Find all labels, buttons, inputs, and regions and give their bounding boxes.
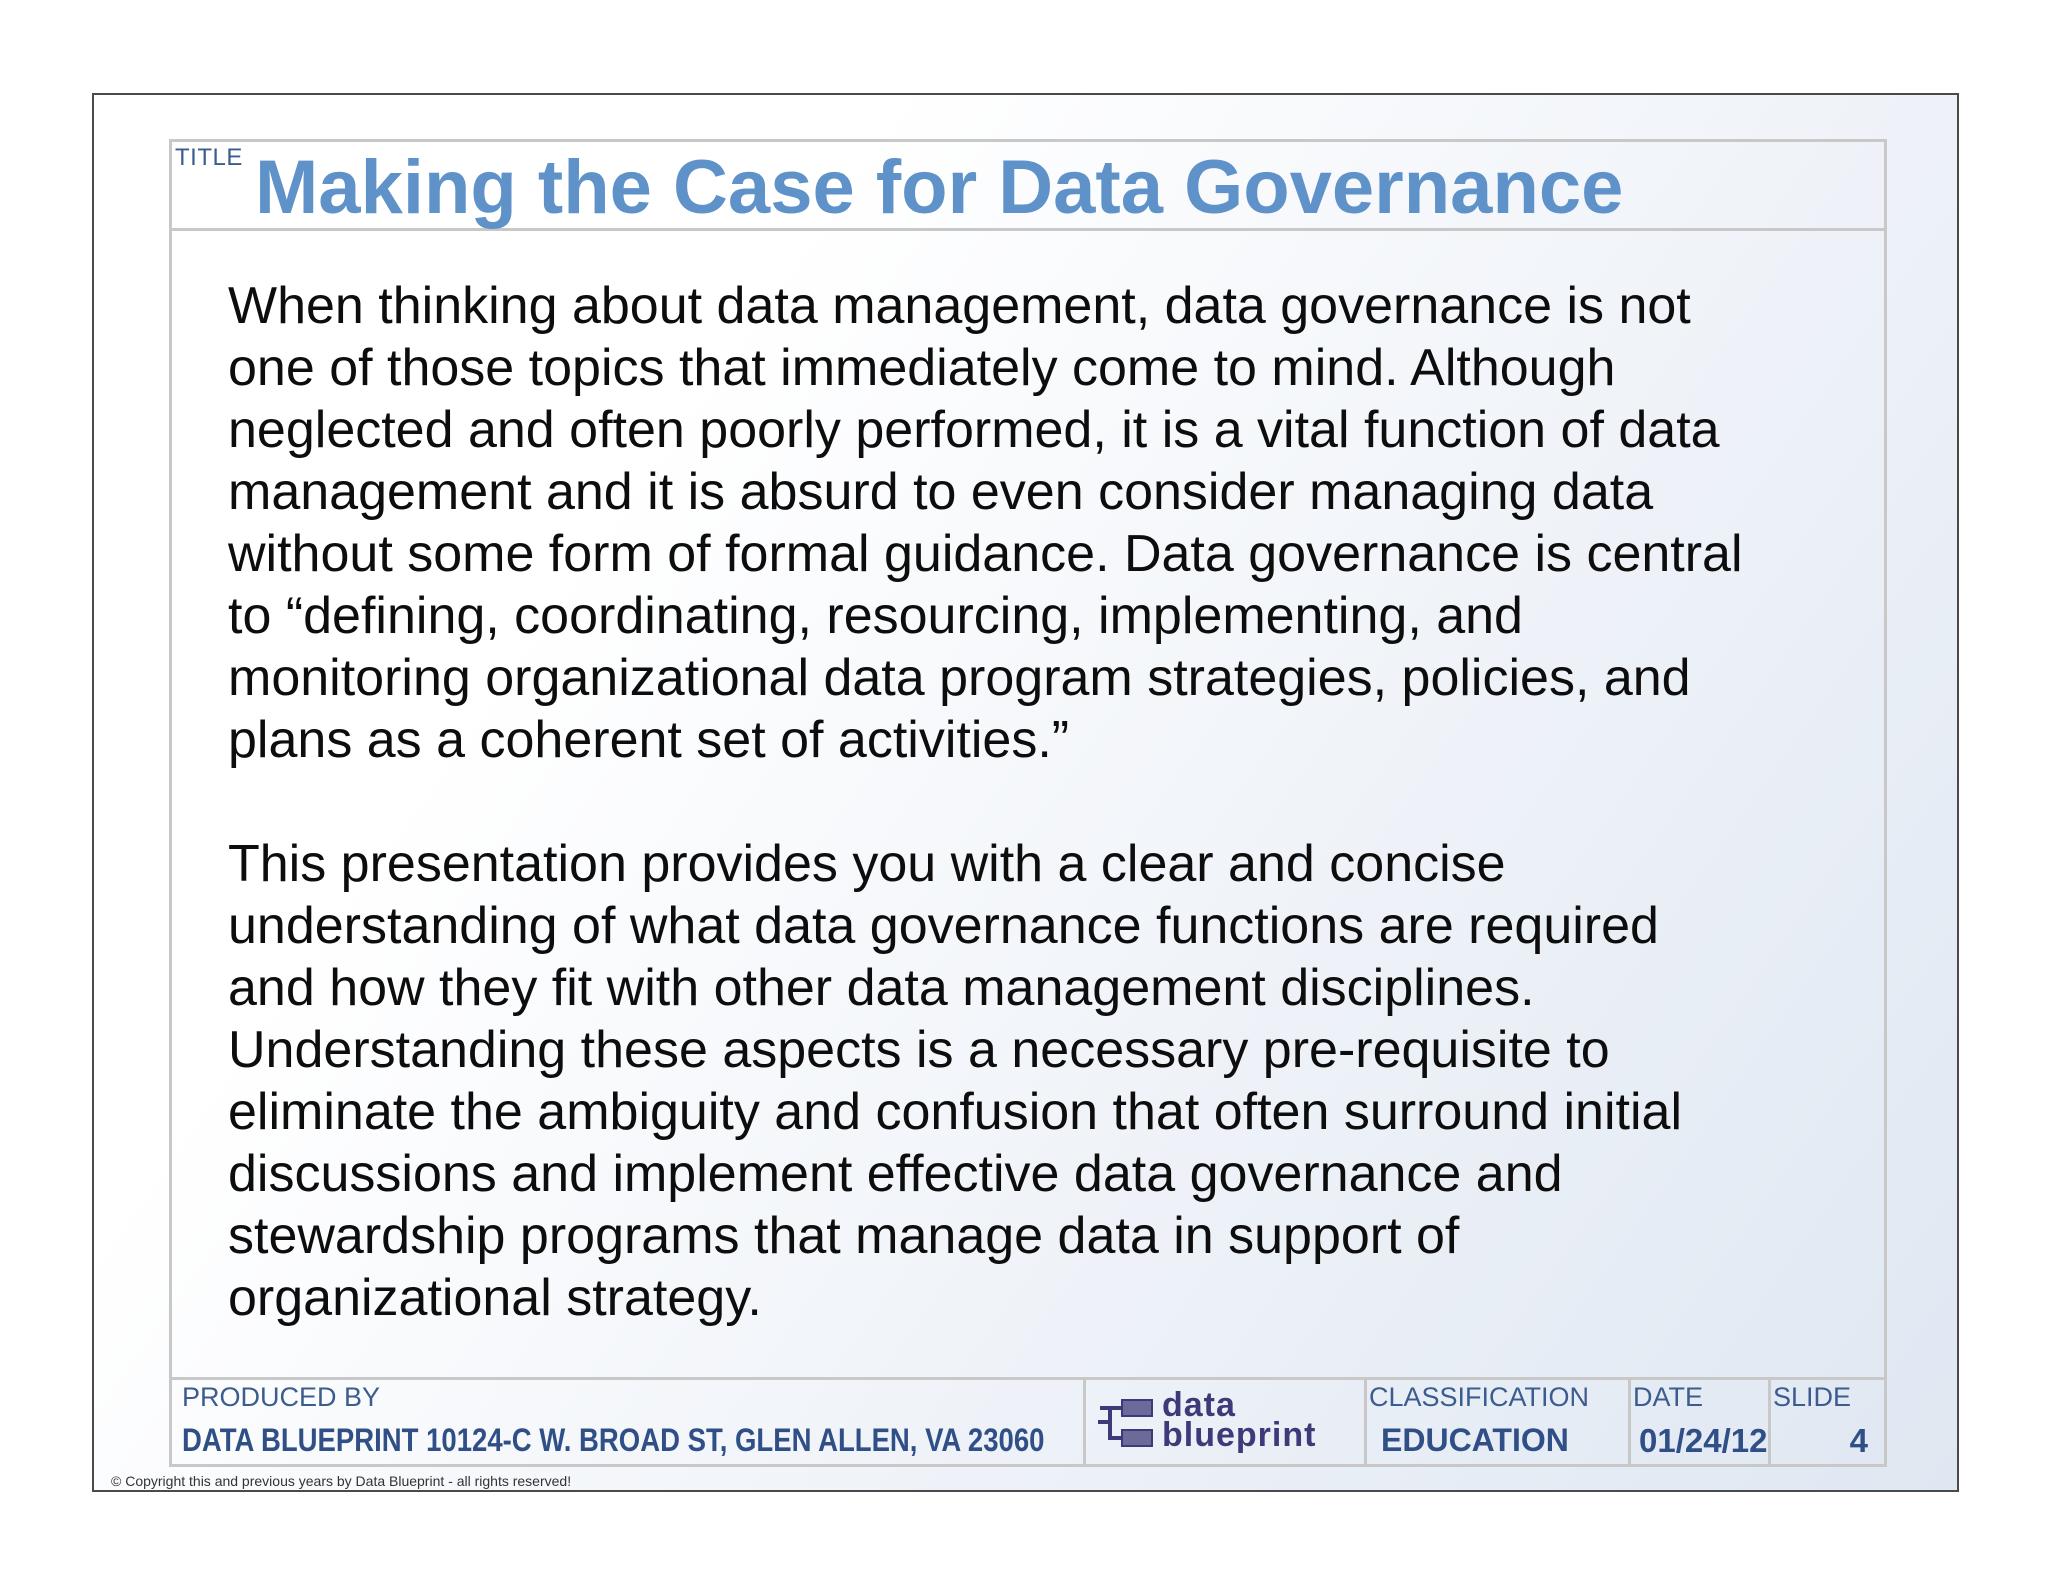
logo-cell <box>1083 1380 1364 1464</box>
footer <box>169 1377 1887 1467</box>
date-value: 01/24/12 <box>1639 1422 1768 1459</box>
classification-value: EDUCATION <box>1381 1422 1569 1458</box>
produced-by-cell <box>172 1380 1083 1464</box>
slide <box>92 93 1959 1492</box>
paragraph-2: This presentation provides you with a clear and concise understanding of what data governance functions are required and how they fit with other data management disciplines. Understanding these aspects is a necessary pre-requisite to eliminate the ambiguity and confusion that often surround initial discussions and implement effective data governance and stewardship programs that manage data in support of organizational strategy. <box>228 835 1682 1327</box>
classification-cell <box>1364 1380 1628 1464</box>
data-blueprint-logo-icon <box>1096 1394 1158 1454</box>
date-label: DATE <box>1633 1382 1704 1412</box>
slide-number: 4 <box>1849 1422 1868 1459</box>
title-box <box>169 139 1887 231</box>
produced-by-label: PRODUCED BY <box>182 1382 381 1412</box>
title-tag: TITLE <box>175 144 243 171</box>
paragraph-1: When thinking about data management, data governance is not one of those topics that immediately come to mind. Although neglected and often poorly performed, it is a vital function of data management and it is absurd to even consider managing data without some form of formal guidance. Data governance is central to “defining, coordinating, resourcing, implementing, and monitoring organizational data program strategies, policies, and plans as a coherent set of activities.” <box>228 277 1743 769</box>
date-cell <box>1628 1380 1768 1464</box>
logo-wordmark <box>1162 1386 1317 1454</box>
copyright-notice: © Copyright this and previous years by Data Blueprint - all rights reserved! <box>111 1473 572 1489</box>
classification-label: CLASSIFICATION <box>1369 1382 1590 1412</box>
body-text <box>228 275 1868 1391</box>
logo-line-data: data <box>1162 1386 1236 1424</box>
logo-line-blueprint: blueprint <box>1162 1416 1317 1454</box>
slide-cell <box>1768 1380 1884 1464</box>
slide-label: SLIDE <box>1773 1382 1852 1412</box>
produced-by-value: DATA BLUEPRINT 10124-C W. BROAD ST, GLEN ALLEN, VA 23060 <box>182 1422 1045 1458</box>
page-title: Making the Case for Data Governance <box>255 145 1624 230</box>
